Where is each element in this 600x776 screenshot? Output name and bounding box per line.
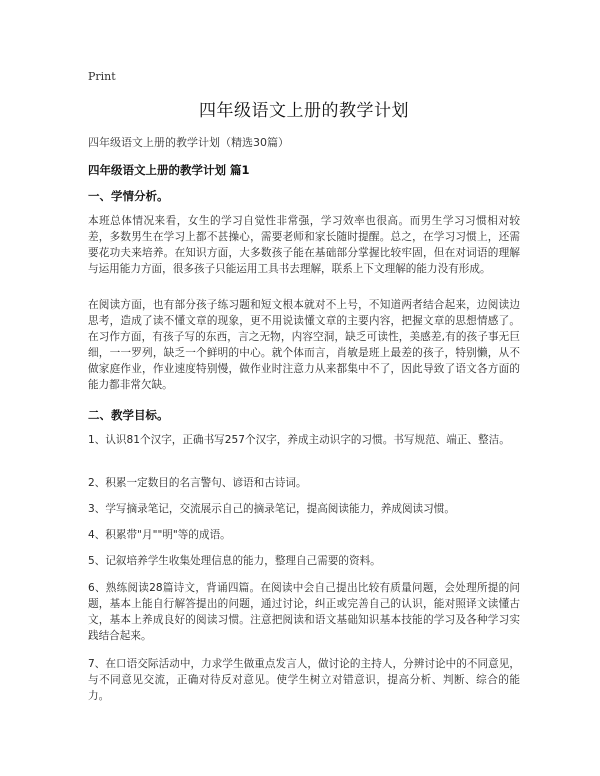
goal-item-7: 7、在口语交际活动中，力求学生做重点发言人，做讨论的主持人，分辨讨论中的不同意见，与不同意见交流，正确对待反对意见。使学生树立对错意识，提高分析、判断、综合的能力。 xyxy=(88,658,520,702)
paragraph-situation-2: 在阅读方面，也有部分孩子练习题和短文根本就对不上号，不知道两者结合起来，边阅读边思考，造成了读不懂文章的现象，更不用说读懂文章的主要内容，把握文章的思想情感了。在习作方面，有孩子写的东西，言之无物，内容空洞，缺乏可读性，美感差,有的孩子事无巨细，一一罗列，缺乏一个鲜明的中心。就个体而言，肖敏是班上最差的孩子，特别懒，从不做家庭作业，作业速度特别慢，做作业时注意力从来都集中不了，因此导致了语文各方面的能力都非常欠缺。 xyxy=(88,299,520,391)
goal-item-3: 3、学写摘录笔记，交流展示自己的摘录笔记，提高阅读能力，养成阅读习惯。 xyxy=(88,503,455,515)
heading-situation-analysis: 一、学情分析。 xyxy=(88,189,169,203)
goal-item-4: 4、积累带"月""明"等的成语。 xyxy=(88,529,231,541)
goal-item-2: 2、积累一定数目的名言警句、谚语和古诗词。 xyxy=(88,477,307,489)
document-title: 四年级语文上册的教学计划 xyxy=(199,101,409,121)
print-label[interactable]: Print xyxy=(88,70,116,83)
goal-item-6: 6、熟练阅读28篇诗文，背诵四篇。在阅读中会自己提出比较有质量问题，会处理所提的问题，基本上能自行解答提出的问题，通过讨论，纠正或完善自己的认识，能对照译文读懂古文，基本上养成良好的阅读习惯。注意把阅读和语文基础知识基本技能的学习及各种学习实践结合起来。 xyxy=(88,582,520,642)
goal-item-5: 5、记叙培养学生收集处理信息的能力，整理自己需要的资料。 xyxy=(88,555,381,567)
goal-item-1: 1、认识81个汉字，正确书写257个汉字，养成主动识字的习惯。书写规范、端正、整洁。 xyxy=(88,434,510,446)
paragraph-situation-1: 本班总体情况来看，女生的学习自觉性非常强，学习效率也很高。而男生学习习惯相对较差，多数男生在学习上都不甚操心，需要老师和家长随时提醒。总之，在学习习惯上，还需要花功夫来培养。在知识方面，大多数孩子能在基础部分掌握比较牢固，但在对词语的理解与运用能力方面，很多孩子只能运用工具书去理解，联系上下文理解的能力没有形成。 xyxy=(88,215,520,275)
heading-teaching-goals: 二、教学目标。 xyxy=(88,408,169,422)
document-subtitle: 四年级语文上册的教学计划（精选30篇） xyxy=(88,136,289,149)
section-title: 四年级语文上册的教学计划 篇1 xyxy=(88,163,250,177)
